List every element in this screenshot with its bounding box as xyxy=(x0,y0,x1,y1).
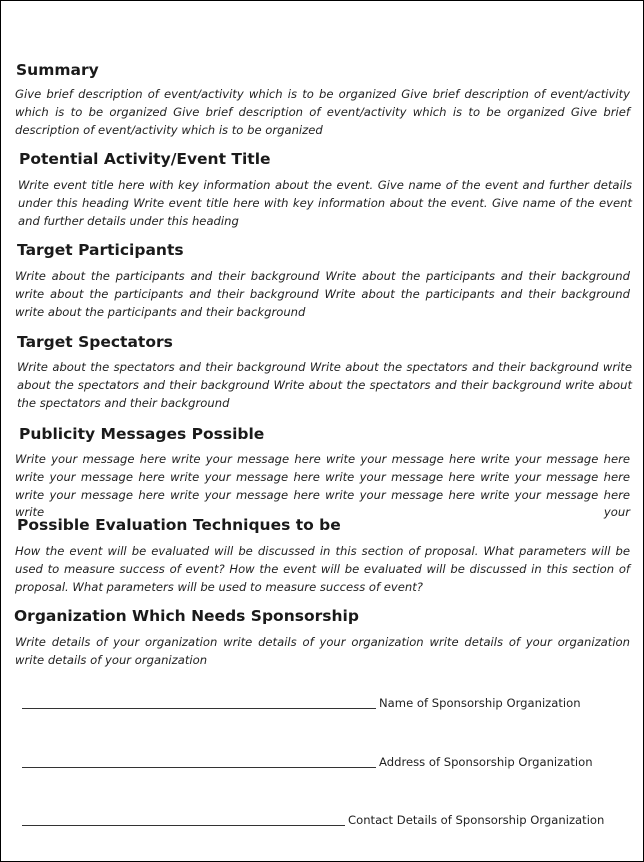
evaluation-text: How the event will be evaluated will be discussed in this section of proposal. What parameters will be used to measure success of event? How the event will be evaluated will be discussed in this section of proposal. What parameters will be used to measure success of event? xyxy=(15,544,630,594)
participants-heading: Target Participants xyxy=(17,241,184,259)
event-title-heading: Potential Activity/Event Title xyxy=(19,150,271,168)
summary-heading: Summary xyxy=(16,61,99,79)
participants-text: Write about the participants and their background Write about the participants and their background write about the participants and their background Write about the participants and their background write about the participants and their background xyxy=(15,269,630,319)
organization-heading: Organization Which Needs Sponsorship xyxy=(14,607,359,625)
publicity-text: Write your message here write your message here write your message here write your message here write your message here write your message here write your message here write your message here write your message here write your message here write your message here write your message here write your xyxy=(15,452,630,520)
spectators-heading: Target Spectators xyxy=(17,333,173,351)
contact-signature-label: Contact Details of Sponsorship Organization xyxy=(348,813,605,827)
summary-text: Give brief description of event/activity which is to be organized Give brief description of event/activity which is to be organized Give brief description of event/activity which is to be organized Give brief description of event/activity which is to be organized xyxy=(15,87,630,137)
publicity-heading: Publicity Messages Possible xyxy=(19,425,265,443)
event-title-text: Write event title here with key information about the event. Give name of the event and further details under this heading Write event title here with key information about the event. Give name of the event and further details under this heading xyxy=(18,178,632,228)
spectators-text: Write about the spectators and their background Write about the spectators and their background write about the spectators and their background Write about the spectators and their background write about the spectators and their background xyxy=(17,360,632,410)
address-signature-line xyxy=(22,767,376,768)
organization-text: Write details of your organization write details of your organization write details of your organization write details of your organization xyxy=(15,635,630,667)
contact-signature-line xyxy=(22,825,345,826)
name-signature-line xyxy=(22,708,376,709)
address-signature-label: Address of Sponsorship Organization xyxy=(379,755,593,769)
evaluation-heading: Possible Evaluation Techniques to be xyxy=(17,516,341,534)
name-signature-label: Name of Sponsorship Organization xyxy=(379,696,581,710)
